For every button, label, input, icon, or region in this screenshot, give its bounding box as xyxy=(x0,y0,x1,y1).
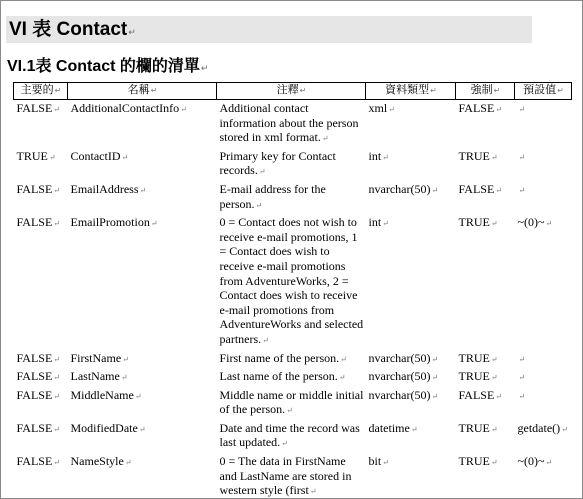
cell-mark: ↵ xyxy=(410,424,418,434)
cell-mark: ↵ xyxy=(48,152,56,162)
default-value-cell xyxy=(515,453,572,499)
cell-text: NameStyle xyxy=(70,454,124,469)
cell-text: First name of the person. xyxy=(219,350,340,365)
mandatory-cell xyxy=(456,100,515,148)
cell-mark: ↵ xyxy=(431,354,439,364)
column-header xyxy=(515,83,572,100)
mandatory-cell xyxy=(456,387,515,420)
cell-text: int xyxy=(368,215,382,230)
primary-key-cell xyxy=(14,181,68,214)
table-row xyxy=(14,148,572,181)
cell-text: FirstName xyxy=(70,350,122,365)
cell-mark: ↵ xyxy=(286,406,293,416)
comment-cell xyxy=(217,100,366,148)
cell-mark: ↵ xyxy=(53,391,60,401)
table-row xyxy=(14,181,572,214)
column-header-label: 預設值 xyxy=(523,83,557,96)
mandatory-cell xyxy=(456,148,515,181)
cell-mark: ↵ xyxy=(309,487,317,497)
cell-mark: ↵ xyxy=(53,219,60,229)
cell-text: xml xyxy=(368,101,388,115)
cell-text: EmailPromotion xyxy=(70,215,150,230)
cell-mark: ↵ xyxy=(431,185,439,195)
cell-text: FALSE xyxy=(16,101,53,115)
cell-text: 0 = Contact does not wish to receive e-mail promotions, 1 = Contact does wish to receive e-mail promotions from AdventureWorks, 2 = Contact does wish to receive e-mail promotions from AdventureWorks and selected partners. xyxy=(219,215,364,346)
cell-mark: ↵ xyxy=(299,86,307,95)
default-value-cell xyxy=(515,214,572,349)
subheading-text: VI.1表 Contact 的欄的清單 xyxy=(7,58,200,75)
table-row xyxy=(14,420,572,453)
column-header xyxy=(217,83,366,100)
cell-text: 0 = The data in FirstName and LastName are stored in western style (first xyxy=(219,454,352,498)
table-row xyxy=(14,387,572,420)
cell-text: FALSE xyxy=(16,387,53,402)
data-type-cell xyxy=(366,214,456,349)
cell-text: Last name of the person. xyxy=(219,369,338,384)
cell-mark: ↵ xyxy=(53,424,60,434)
column-header-label: 資料類型 xyxy=(385,83,430,96)
cell-text: Middle name or middle initial of the person. xyxy=(219,387,364,417)
default-value-cell xyxy=(515,420,572,453)
cell-mark: ↵ xyxy=(139,185,147,195)
heading-column-list xyxy=(7,56,208,78)
cell-mark: ↵ xyxy=(490,354,498,364)
primary-key-cell xyxy=(14,368,68,387)
cell-text: E-mail address for the person. xyxy=(219,181,326,211)
cell-text: TRUE xyxy=(458,454,490,469)
cell-mark: ↵ xyxy=(338,373,346,383)
mandatory-cell xyxy=(456,368,515,387)
cell-text: Additional contact information about the person stored in xml format. xyxy=(219,101,359,145)
cell-text: Date and time the record was last updated. xyxy=(219,420,360,450)
cell-mark: ↵ xyxy=(382,219,389,229)
comment-cell xyxy=(217,368,366,387)
data-type-cell xyxy=(366,453,456,499)
cell-mark: ↵ xyxy=(557,86,564,95)
cell-mark: ↵ xyxy=(53,373,60,383)
cell-mark: ↵ xyxy=(490,219,498,229)
cell-mark: ↵ xyxy=(545,219,553,229)
cell-mark: ↵ xyxy=(495,185,502,195)
cell-mark: ↵ xyxy=(518,354,526,364)
cell-text: TRUE xyxy=(458,215,490,230)
column-header-label: 注釋 xyxy=(276,83,299,96)
data-type-cell xyxy=(366,387,456,420)
column-header xyxy=(14,83,68,100)
data-type-cell xyxy=(366,368,456,387)
cell-mark: ↵ xyxy=(340,354,347,364)
cell-text: datetime xyxy=(368,420,410,435)
cell-mark: ↵ xyxy=(134,391,142,401)
comment-cell xyxy=(217,181,366,214)
cell-text: ~(0)~ xyxy=(517,215,545,230)
cell-mark: ↵ xyxy=(495,105,502,114)
cell-mark: ↵ xyxy=(431,373,439,383)
cell-text: FALSE xyxy=(458,181,495,196)
cell-mark: ↵ xyxy=(121,152,129,162)
column-header-label: 名稱 xyxy=(127,83,150,96)
cell-text: TRUE xyxy=(458,148,490,163)
cell-mark: ↵ xyxy=(431,391,439,401)
default-value-cell xyxy=(515,350,572,369)
cell-text: FALSE xyxy=(16,181,53,196)
column-name-cell xyxy=(68,368,217,387)
column-name-cell xyxy=(68,148,217,181)
primary-key-cell xyxy=(14,453,68,499)
column-name-cell xyxy=(68,181,217,214)
data-type-cell xyxy=(366,181,456,214)
cell-text: ContactID xyxy=(70,148,121,163)
column-name-cell xyxy=(68,387,217,420)
data-type-cell xyxy=(366,350,456,369)
cell-text: ModifiedDate xyxy=(70,420,138,435)
paragraph-mark: ↵ xyxy=(200,63,209,73)
cell-mark: ↵ xyxy=(490,458,498,468)
column-header xyxy=(366,83,456,100)
cell-text: FALSE xyxy=(16,420,53,435)
cell-mark: ↵ xyxy=(382,458,389,468)
mandatory-cell xyxy=(456,214,515,349)
primary-key-cell xyxy=(14,100,68,148)
cell-text: EmailAddress xyxy=(70,181,139,196)
table-row xyxy=(14,368,572,387)
primary-key-cell xyxy=(14,214,68,349)
cell-mark: ↵ xyxy=(388,105,395,114)
primary-key-cell xyxy=(14,148,68,181)
cell-text: Primary key for Contact records. xyxy=(219,148,336,178)
cell-mark: ↵ xyxy=(255,200,263,210)
table-body xyxy=(14,100,572,499)
cell-text: FALSE xyxy=(16,454,53,469)
data-type-cell xyxy=(366,148,456,181)
cell-text: nvarchar(50) xyxy=(368,181,431,196)
cell-mark: ↵ xyxy=(545,458,553,468)
primary-key-cell xyxy=(14,420,68,453)
cell-mark: ↵ xyxy=(122,354,129,364)
table-row xyxy=(14,100,572,148)
cell-mark: ↵ xyxy=(518,105,526,114)
comment-cell xyxy=(217,420,366,453)
cell-text: MiddleName xyxy=(70,387,134,402)
paragraph-mark: ↵ xyxy=(128,27,136,37)
primary-key-cell xyxy=(14,350,68,369)
cell-mark: ↵ xyxy=(493,86,501,95)
cell-mark: ↵ xyxy=(53,458,60,468)
default-value-cell xyxy=(515,100,572,148)
column-header-label: 主要的 xyxy=(20,83,54,96)
data-type-cell xyxy=(366,420,456,453)
cell-mark: ↵ xyxy=(53,354,60,364)
mandatory-cell xyxy=(456,181,515,214)
cell-text: TRUE xyxy=(458,369,490,384)
comment-cell xyxy=(217,214,366,349)
column-name-cell xyxy=(68,453,217,499)
table-row xyxy=(14,453,572,499)
default-value-cell xyxy=(515,181,572,214)
cell-text: nvarchar(50) xyxy=(368,350,431,365)
column-name-cell xyxy=(68,420,217,453)
mandatory-cell xyxy=(456,350,515,369)
cell-mark: ↵ xyxy=(490,373,498,383)
heading-table-title xyxy=(6,16,532,43)
cell-text: FALSE xyxy=(16,215,53,230)
cell-text: LastName xyxy=(70,369,120,384)
column-header-label: 強制 xyxy=(470,83,493,96)
cell-mark: ↵ xyxy=(430,86,437,95)
default-value-cell xyxy=(515,387,572,420)
cell-text: FALSE xyxy=(458,387,495,402)
cell-text: FALSE xyxy=(16,369,53,384)
cell-text: nvarchar(50) xyxy=(368,369,431,384)
comment-cell xyxy=(217,148,366,181)
comment-cell xyxy=(217,453,366,499)
cell-mark: ↵ xyxy=(124,458,132,468)
cell-text: int xyxy=(368,148,382,163)
cell-mark: ↵ xyxy=(518,391,526,401)
cell-mark: ↵ xyxy=(53,185,60,195)
cell-mark: ↵ xyxy=(518,152,526,162)
cell-text: bit xyxy=(368,454,382,469)
cell-mark: ↵ xyxy=(518,373,526,383)
column-name-cell xyxy=(68,100,217,148)
cell-mark: ↵ xyxy=(120,373,128,383)
comment-cell xyxy=(217,350,366,369)
data-type-cell xyxy=(366,100,456,148)
cell-mark: ↵ xyxy=(150,86,158,95)
cell-mark: ↵ xyxy=(258,167,266,177)
cell-text: FALSE xyxy=(458,101,495,115)
column-name-cell xyxy=(68,214,217,349)
cell-mark: ↵ xyxy=(281,439,288,449)
cell-text: FALSE xyxy=(16,350,53,365)
primary-key-cell xyxy=(14,387,68,420)
cell-mark: ↵ xyxy=(53,105,60,114)
mandatory-cell xyxy=(456,420,515,453)
cell-text: nvarchar(50) xyxy=(368,387,431,402)
columns-table xyxy=(13,82,572,499)
cell-mark: ↵ xyxy=(490,152,498,162)
cell-mark: ↵ xyxy=(180,105,187,114)
cell-text: AdditionalContactInfo xyxy=(70,101,180,115)
cell-mark: ↵ xyxy=(490,424,498,434)
cell-mark: ↵ xyxy=(262,335,269,345)
cell-mark: ↵ xyxy=(518,185,526,195)
mandatory-cell xyxy=(456,453,515,499)
column-name-cell xyxy=(68,350,217,369)
table-header-row xyxy=(14,83,572,100)
cell-mark: ↵ xyxy=(495,391,502,401)
cell-mark: ↵ xyxy=(150,219,158,229)
default-value-cell xyxy=(515,368,572,387)
table-row xyxy=(14,214,572,349)
cell-text: TRUE xyxy=(458,350,490,365)
default-value-cell xyxy=(515,148,572,181)
cell-mark: ↵ xyxy=(138,424,146,434)
table-row xyxy=(14,350,572,369)
cell-text: TRUE xyxy=(458,420,490,435)
column-header xyxy=(68,83,217,100)
cell-text: TRUE xyxy=(16,148,48,163)
cell-mark: ↵ xyxy=(382,152,389,162)
column-header xyxy=(456,83,515,100)
cell-mark: ↵ xyxy=(54,86,62,95)
cell-text: ~(0)~ xyxy=(517,454,545,469)
cell-text: getdate() xyxy=(517,420,561,435)
comment-cell xyxy=(217,387,366,420)
cell-mark: ↵ xyxy=(561,424,568,434)
cell-mark: ↵ xyxy=(321,134,329,144)
heading-text: VI 表 Contact xyxy=(9,19,128,40)
